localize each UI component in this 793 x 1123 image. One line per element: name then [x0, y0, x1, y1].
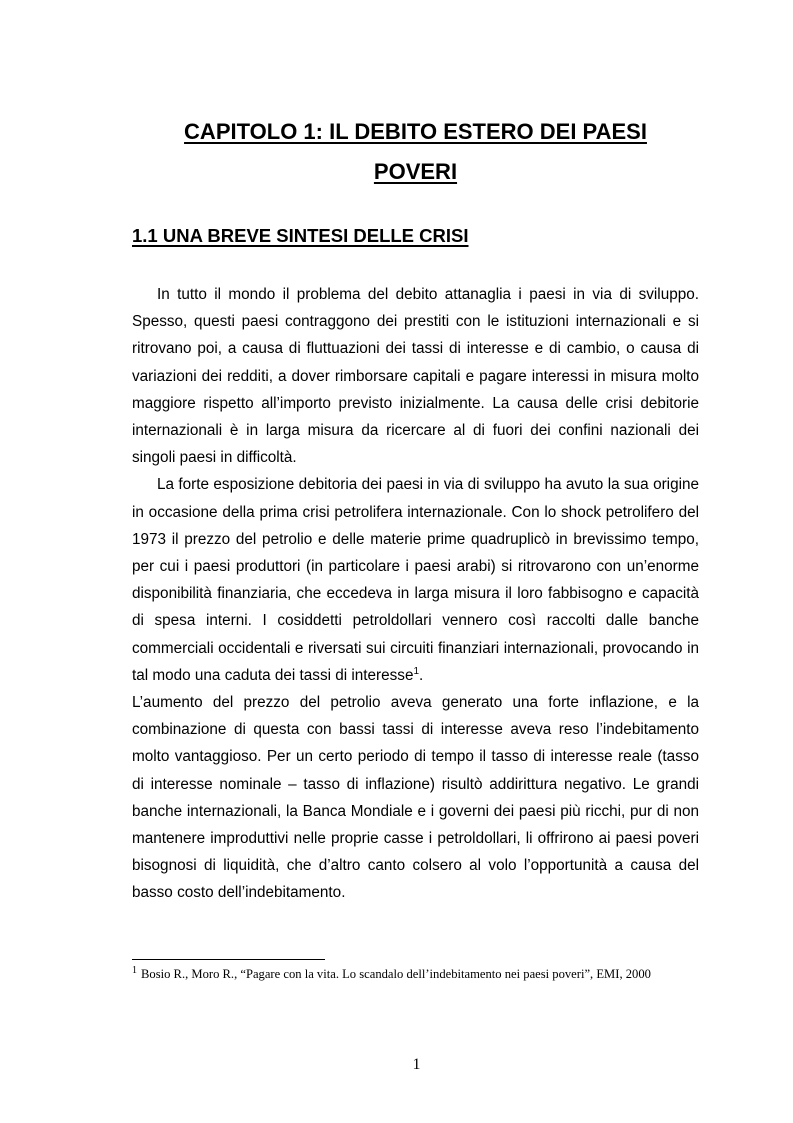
paragraph-2-end: . — [419, 666, 424, 684]
chapter-title — [132, 112, 699, 192]
footnote — [132, 965, 732, 983]
paragraph-2 — [132, 471, 699, 689]
chapter-title-line2: POVERI — [373, 159, 458, 184]
paragraph-1: In tutto il mondo il problema del debito attanaglia i paesi in via di sviluppo. Spesso, questi paesi contraggono dei prestiti con le istituzioni internazionali e si ritrovano poi, a causa di fluttuazioni dei tassi di interesse e di cambio, o causa di variazioni dei redditi, a dover rimborsare capitali e pagare interessi in misura molto maggiore rispetto all’importo previsto inizialmente. La causa delle crisi debitorie internazionali è in larga misura da ricercare al di fuori dei confini nazionali dei singoli paesi in difficoltà. — [132, 286, 699, 467]
footnote-text: Bosio R., Moro R., “Pagare con la vita. Lo scandalo dell’indebitamento nei paesi poveri”, EMI, 2000 — [141, 967, 651, 981]
section-title — [132, 222, 699, 250]
body-text — [132, 281, 699, 907]
footnote-reference[interactable]: 1 — [413, 665, 420, 677]
page-number: 1 — [412, 1056, 421, 1073]
paragraph-3: L’aumento del prezzo del petrolio aveva generato una forte inflazione, e la combinazione di questa con bassi tassi di interesse aveva reso l’indebitamento molto vantaggioso. Per un certo periodo di tempo il tasso di interesse reale (tasso di interesse nominale – tasso di inflazione) risultò addirittura negativo. Le grandi banche internazionali, la Banca Mondiale e i governi dei paesi più ricchi, pur di non mantenere improduttivi nelle proprie casse i petroldollari, li offrirono ai paesi poveri bisognosi di liquidità, che d’altro canto colsero al volo l’opportunità a causa del basso costo dell’indebitamento. — [132, 694, 699, 902]
footnote-number: 1 — [132, 965, 137, 976]
paragraph-2-text: La forte esposizione debitoria dei paesi in via di sviluppo ha avuto la sua origine in occasione della prima crisi petrolifera internazionale. Con lo shock petrolifero del 1973 il prezzo del petrolio e delle materie prime quadruplicò in brevissimo tempo, per cui i paesi produttori (in particolare i paesi arabi) si ritrovarono con un’enorme disponibilità finanziaria, che eccedeva in larga misura il loro fabbisogno e capacità di spesa interni. I cosiddetti petroldollari vennero così raccolti dalle banche commerciali occidentali e riversati sui circuiti finanziari internazionali, provocando in tal modo una caduta dei tassi di interesse — [132, 476, 699, 684]
footnote-separator — [132, 959, 325, 960]
chapter-title-line1: CAPITOLO 1: IL DEBITO ESTERO DEI PAESI — [184, 119, 647, 144]
section-title-text: 1.1 UNA BREVE SINTESI DELLE CRISI — [132, 225, 469, 246]
